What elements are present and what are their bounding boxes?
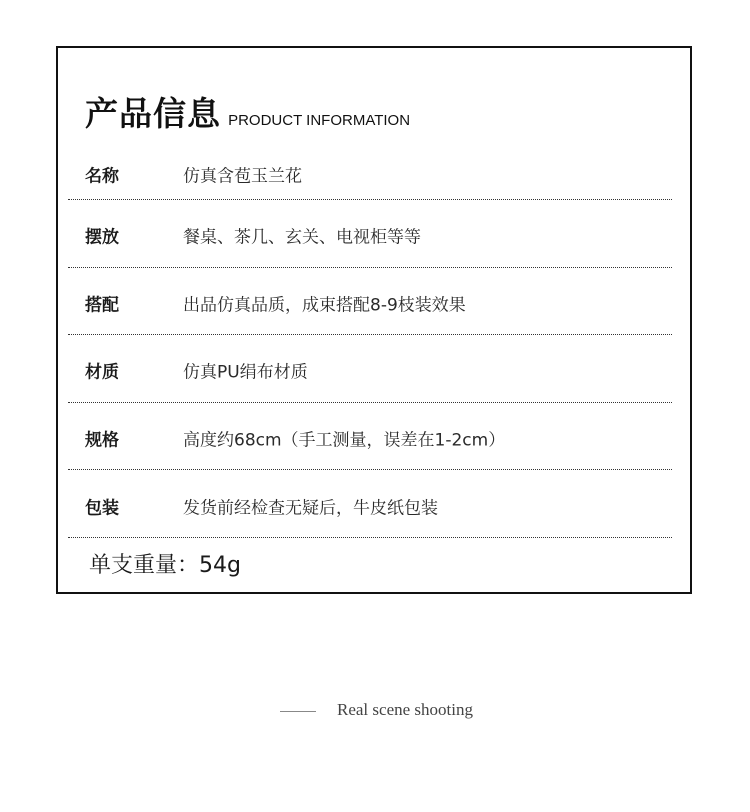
info-row-size: [68, 403, 672, 471]
info-row-placement: [68, 200, 672, 268]
row-label: 搭配: [85, 295, 119, 316]
info-row-material: [68, 335, 672, 403]
row-label: 材质: [85, 362, 119, 383]
row-label: 规格: [85, 430, 119, 451]
divider-line: [280, 711, 316, 712]
row-label: 包装: [85, 498, 119, 519]
title-chinese: 产品信息: [85, 94, 221, 133]
row-value: 高度约68cm（手工测量，误差在1-2cm）: [183, 430, 506, 451]
info-table: [68, 150, 672, 538]
section-title: [85, 88, 410, 135]
real-scene-caption: Real scene shooting: [337, 700, 473, 719]
info-row-name: [68, 150, 672, 200]
row-label: 名称: [85, 166, 119, 187]
row-label: 摆放: [85, 227, 119, 248]
info-row-packaging: [68, 470, 672, 538]
row-value: 仿真PU绢布材质: [183, 362, 308, 383]
single-stem-weight: 单支重量：54g: [89, 553, 241, 578]
info-row-pairing: [68, 268, 672, 336]
product-info-panel: [56, 46, 692, 594]
row-value: 出品仿真品质，成束搭配8-9枝装效果: [183, 295, 466, 316]
title-english: PRODUCT INFORMATION: [228, 112, 411, 129]
row-value: 餐桌、茶几、玄关、电视柜等等: [183, 227, 421, 248]
row-value: 发货前经检查无疑后，牛皮纸包装: [183, 498, 438, 519]
row-value: 仿真含苞玉兰花: [183, 166, 302, 187]
